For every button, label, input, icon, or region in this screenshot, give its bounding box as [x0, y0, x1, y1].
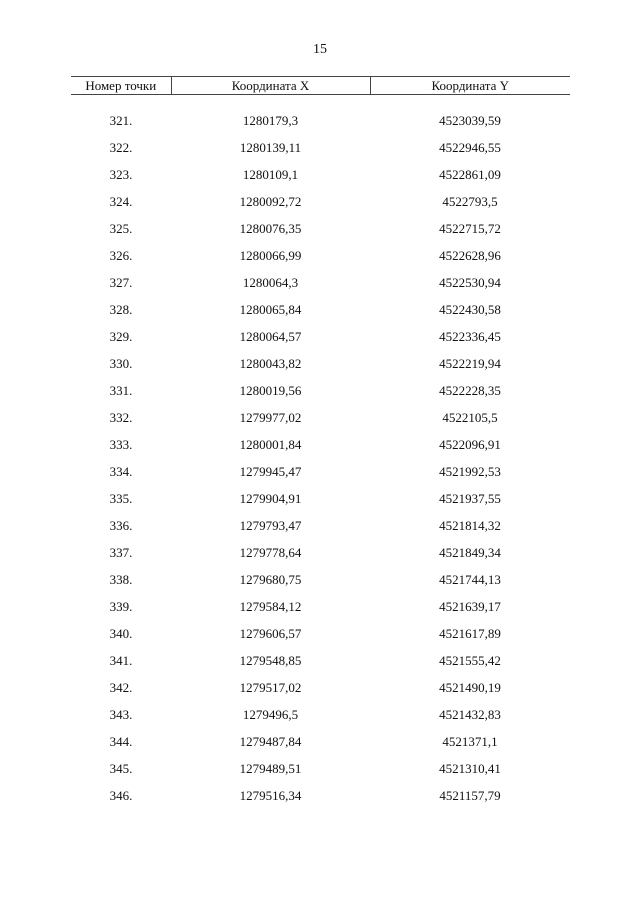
- table-row: [71, 221, 570, 248]
- cell-point-number: 344.: [109, 734, 133, 749]
- cell-coordinate-x: 1280092,72: [239, 194, 302, 209]
- cell-coordinate-y: 4522430,58: [439, 302, 501, 317]
- cell-coordinate-x: 1279487,84: [239, 734, 302, 749]
- cell-point-number: 346.: [109, 788, 133, 803]
- cell-coordinate-y: 4522530,94: [439, 275, 501, 290]
- cell-coordinate-x: 1280139,11: [239, 140, 302, 155]
- table-row: [71, 464, 570, 491]
- cell-coordinate-x: 1280064,57: [239, 329, 302, 344]
- cell-point-number: 333.: [109, 437, 133, 452]
- cell-coordinate-y: 4521555,42: [439, 653, 501, 668]
- cell-coordinate-x: 1280179,3: [242, 113, 299, 128]
- cell-point-number: 325.: [109, 221, 133, 236]
- cell-point-number: 341.: [109, 653, 133, 668]
- cell-point-number: 327.: [109, 275, 133, 290]
- cell-point-number: 326.: [109, 248, 133, 263]
- cell-point-number: 336.: [109, 518, 133, 533]
- cell-coordinate-x: 1280076,35: [239, 221, 302, 236]
- cell-point-number: 335.: [109, 491, 133, 506]
- cell-point-number: 343.: [109, 707, 133, 722]
- cell-coordinate-x: 1279496,5: [242, 707, 299, 722]
- cell-coordinate-y: 4523039,59: [439, 113, 501, 128]
- cell-coordinate-y: 4522861,09: [439, 167, 501, 182]
- table-row: [71, 761, 570, 788]
- cell-point-number: 328.: [109, 302, 133, 317]
- cell-coordinate-y: 4522628,96: [439, 248, 501, 263]
- cell-point-number: 329.: [109, 329, 133, 344]
- table-row: [71, 437, 570, 464]
- spacer-cell: [71, 95, 570, 114]
- cell-coordinate-x: 1279793,47: [239, 518, 302, 533]
- table-row: [71, 599, 570, 626]
- table-row: [71, 653, 570, 680]
- cell-point-number: 322.: [109, 140, 133, 155]
- cell-coordinate-y: 4522336,45: [439, 329, 501, 344]
- cell-coordinate-y: 4522105,5: [442, 410, 498, 425]
- table-row: [71, 302, 570, 329]
- cell-coordinate-x: 1279517,02: [239, 680, 302, 695]
- cell-coordinate-x: 1280019,56: [239, 383, 302, 398]
- cell-coordinate-x: 1280109,1: [242, 167, 299, 182]
- cell-coordinate-y: 4522228,35: [439, 383, 501, 398]
- cell-coordinate-x: 1280064,3: [242, 275, 299, 290]
- cell-coordinate-x: 1279977,02: [239, 410, 302, 425]
- cell-point-number: 337.: [109, 545, 133, 560]
- cell-coordinate-y: 4522793,5: [442, 194, 498, 209]
- table-row: [71, 275, 570, 302]
- table-row: [71, 140, 570, 167]
- cell-coordinate-x: 1279778,64: [239, 545, 302, 560]
- cell-coordinate-y: 4521490,19: [439, 680, 501, 695]
- cell-coordinate-x: 1280043,82: [239, 356, 302, 371]
- cell-coordinate-y: 4521617,89: [439, 626, 501, 641]
- cell-coordinate-y: 4521937,55: [439, 491, 501, 506]
- table-row: [71, 680, 570, 707]
- table-row: [71, 491, 570, 518]
- table-row: [71, 626, 570, 653]
- cell-coordinate-y: 4522715,72: [439, 221, 501, 236]
- table-row: [71, 572, 570, 599]
- cell-point-number: 321.: [109, 113, 133, 128]
- table-row: [71, 788, 570, 815]
- table-header: [71, 77, 570, 95]
- cell-coordinate-y: 4521432,83: [439, 707, 501, 722]
- cell-coordinate-y: 4521814,32: [439, 518, 501, 533]
- table-row: [71, 113, 570, 140]
- cell-coordinate-y: 4522219,94: [439, 356, 501, 371]
- cell-coordinate-x: 1280066,99: [239, 248, 302, 263]
- table-body: [71, 95, 570, 816]
- cell-point-number: 338.: [109, 572, 133, 587]
- cell-coordinate-x: 1279945,47: [239, 464, 302, 479]
- cell-coordinate-x: 1279584,12: [239, 599, 302, 614]
- cell-point-number: 334.: [109, 464, 133, 479]
- table-row: [71, 734, 570, 761]
- cell-coordinate-y: 4521639,17: [439, 599, 501, 614]
- cell-point-number: 342.: [109, 680, 133, 695]
- cell-coordinate-y: 4522096,91: [439, 437, 501, 452]
- page-number: 15: [313, 42, 327, 57]
- cell-point-number: 323.: [109, 167, 133, 182]
- cell-point-number: 339.: [109, 599, 133, 614]
- cell-coordinate-y: 4521992,53: [439, 464, 501, 479]
- cell-point-number: 332.: [109, 410, 133, 425]
- table-row: [71, 707, 570, 734]
- table-row: [71, 518, 570, 545]
- cell-coordinate-x: 1280065,84: [239, 302, 302, 317]
- header-point-number: Номер точки: [71, 77, 171, 95]
- cell-coordinate-x: 1279548,85: [239, 653, 302, 668]
- cell-coordinate-y: 4521849,34: [439, 545, 501, 560]
- cell-coordinate-y: 4521371,1: [442, 734, 498, 749]
- table-spacer: [71, 95, 570, 114]
- table-row: [71, 329, 570, 356]
- cell-coordinate-y: 4522946,55: [439, 140, 501, 155]
- cell-coordinate-x: 1279489,51: [239, 761, 302, 776]
- cell-point-number: 324.: [109, 194, 133, 209]
- table-row: [71, 410, 570, 437]
- cell-point-number: 330.: [109, 356, 133, 371]
- header-coordinate-y: Координата Y: [370, 77, 570, 95]
- table-row: [71, 545, 570, 572]
- cell-coordinate-y: 4521157,79: [439, 788, 501, 803]
- cell-coordinate-x: 1279606,57: [239, 626, 302, 641]
- cell-coordinate-y: 4521744,13: [439, 572, 501, 587]
- cell-coordinate-x: 1279516,34: [239, 788, 302, 803]
- cell-coordinate-x: 1279904,91: [239, 491, 302, 506]
- cell-point-number: 340.: [109, 626, 133, 641]
- cell-coordinate-x: 1279680,75: [239, 572, 302, 587]
- table-row: [71, 194, 570, 221]
- coordinates-table: [71, 76, 570, 815]
- table-row: [71, 383, 570, 410]
- header-row: [71, 77, 570, 95]
- table-row: [71, 356, 570, 383]
- table-row: [71, 167, 570, 194]
- table-row: [71, 248, 570, 275]
- header-coordinate-x: Координата X: [171, 77, 370, 95]
- cell-coordinate-y: 4521310,41: [439, 761, 501, 776]
- cell-coordinate-x: 1280001,84: [239, 437, 302, 452]
- cell-point-number: 331.: [109, 383, 133, 398]
- cell-point-number: 345.: [109, 761, 133, 776]
